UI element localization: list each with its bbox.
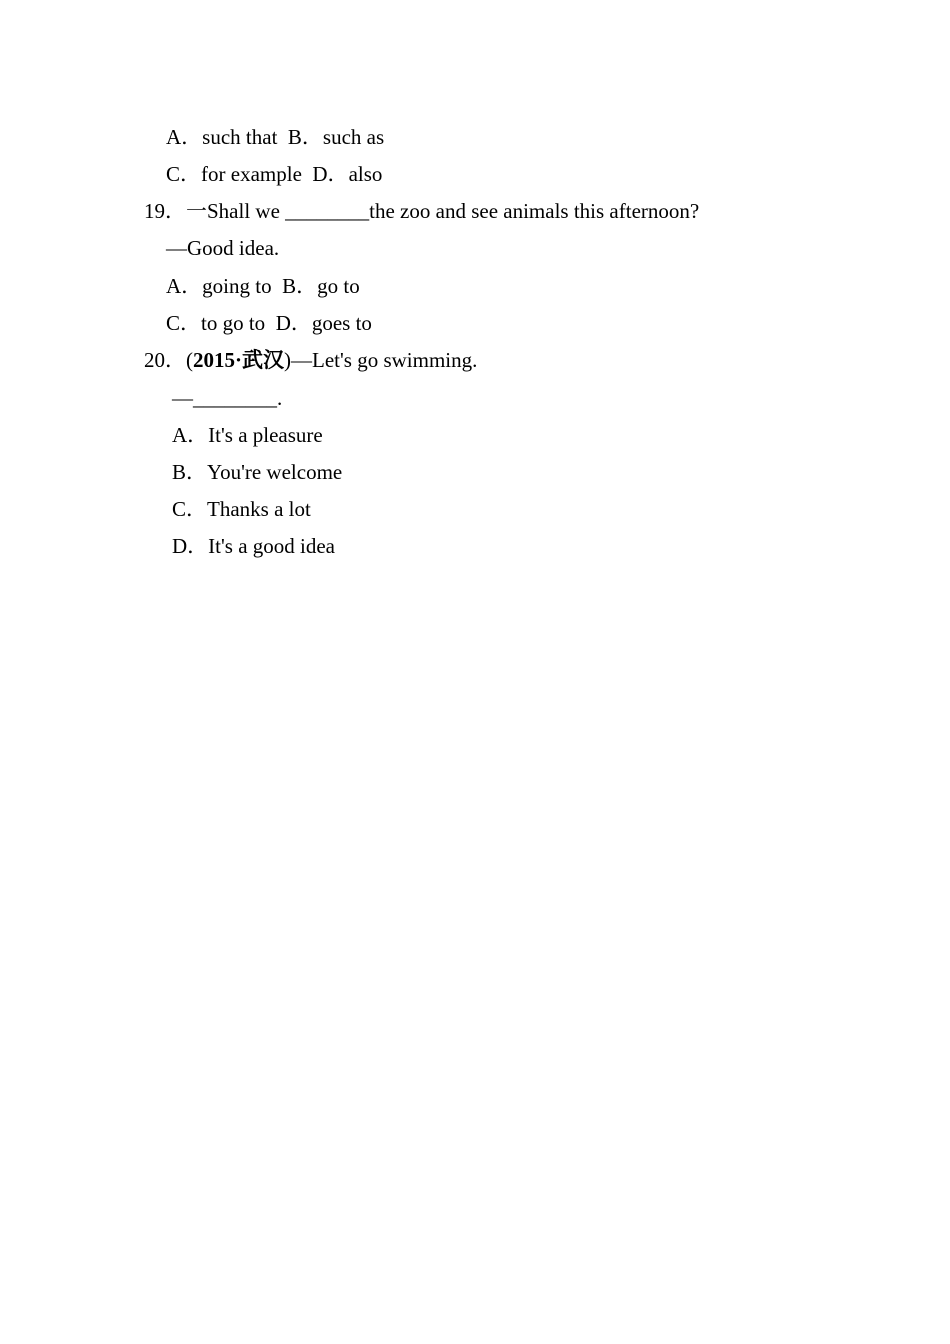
q19-option-d-text: goes to xyxy=(311,311,372,335)
q20-stem-line xyxy=(144,346,477,374)
q19-option-a-text: going to xyxy=(202,274,272,298)
q20-source-close: ) xyxy=(284,348,292,372)
q20-option-c-text: Thanks a lot xyxy=(207,497,311,521)
q19-reply: —Good idea. xyxy=(166,236,280,260)
q20-source-open: ( xyxy=(186,348,193,372)
q19-option-c-letter: C． xyxy=(166,311,202,335)
q20-option-b-text: You're welcome xyxy=(207,460,343,484)
q19-number: 19． xyxy=(144,199,186,223)
q19-option-d-letter: D． xyxy=(275,311,312,335)
q20-number: 20． xyxy=(144,348,186,372)
q20-option-a xyxy=(172,421,323,449)
q20-option-d-text: It's a good idea xyxy=(208,534,336,558)
q20-option-b xyxy=(172,458,342,486)
q20-option-a-text: It's a pleasure xyxy=(208,423,323,447)
q18-options-line-2 xyxy=(166,160,382,188)
q18-option-c-letter: C． xyxy=(166,162,202,186)
q19-option-c-text: to go to xyxy=(201,311,266,335)
q20-option-c-letter: C． xyxy=(172,497,208,521)
q20-reply: —________. xyxy=(172,386,283,410)
q18-option-c-text: for example xyxy=(201,162,302,186)
q18-option-a-text: such that xyxy=(202,125,278,149)
q20-option-a-letter: A． xyxy=(172,423,209,447)
q19-options-line-1 xyxy=(166,272,360,300)
q18-options-line-1 xyxy=(166,123,384,151)
q20-stem: —Let's go swimming. xyxy=(291,348,478,372)
q18-option-b-letter: B． xyxy=(287,125,323,149)
q20-option-c xyxy=(172,495,311,523)
q19-option-a-letter: A． xyxy=(166,274,203,298)
q18-option-b-text: such as xyxy=(322,125,385,149)
q20-option-d xyxy=(172,532,335,560)
q19-stem-line xyxy=(144,197,699,225)
q19-option-b-text: go to xyxy=(317,274,360,298)
q19-option-b-letter: B． xyxy=(282,274,318,298)
q20-option-d-letter: D． xyxy=(172,534,209,558)
q18-option-a-letter: A． xyxy=(166,125,203,149)
q20-source: 2015·武汉 xyxy=(193,348,285,372)
q19-options-line-2 xyxy=(166,309,372,337)
q18-option-d-letter: D． xyxy=(312,162,349,186)
q19-stem: 一Shall we ________the zoo and see animals this afternoon? xyxy=(186,199,700,223)
q20-option-b-letter: B． xyxy=(172,460,208,484)
q18-option-d-text: also xyxy=(348,162,383,186)
